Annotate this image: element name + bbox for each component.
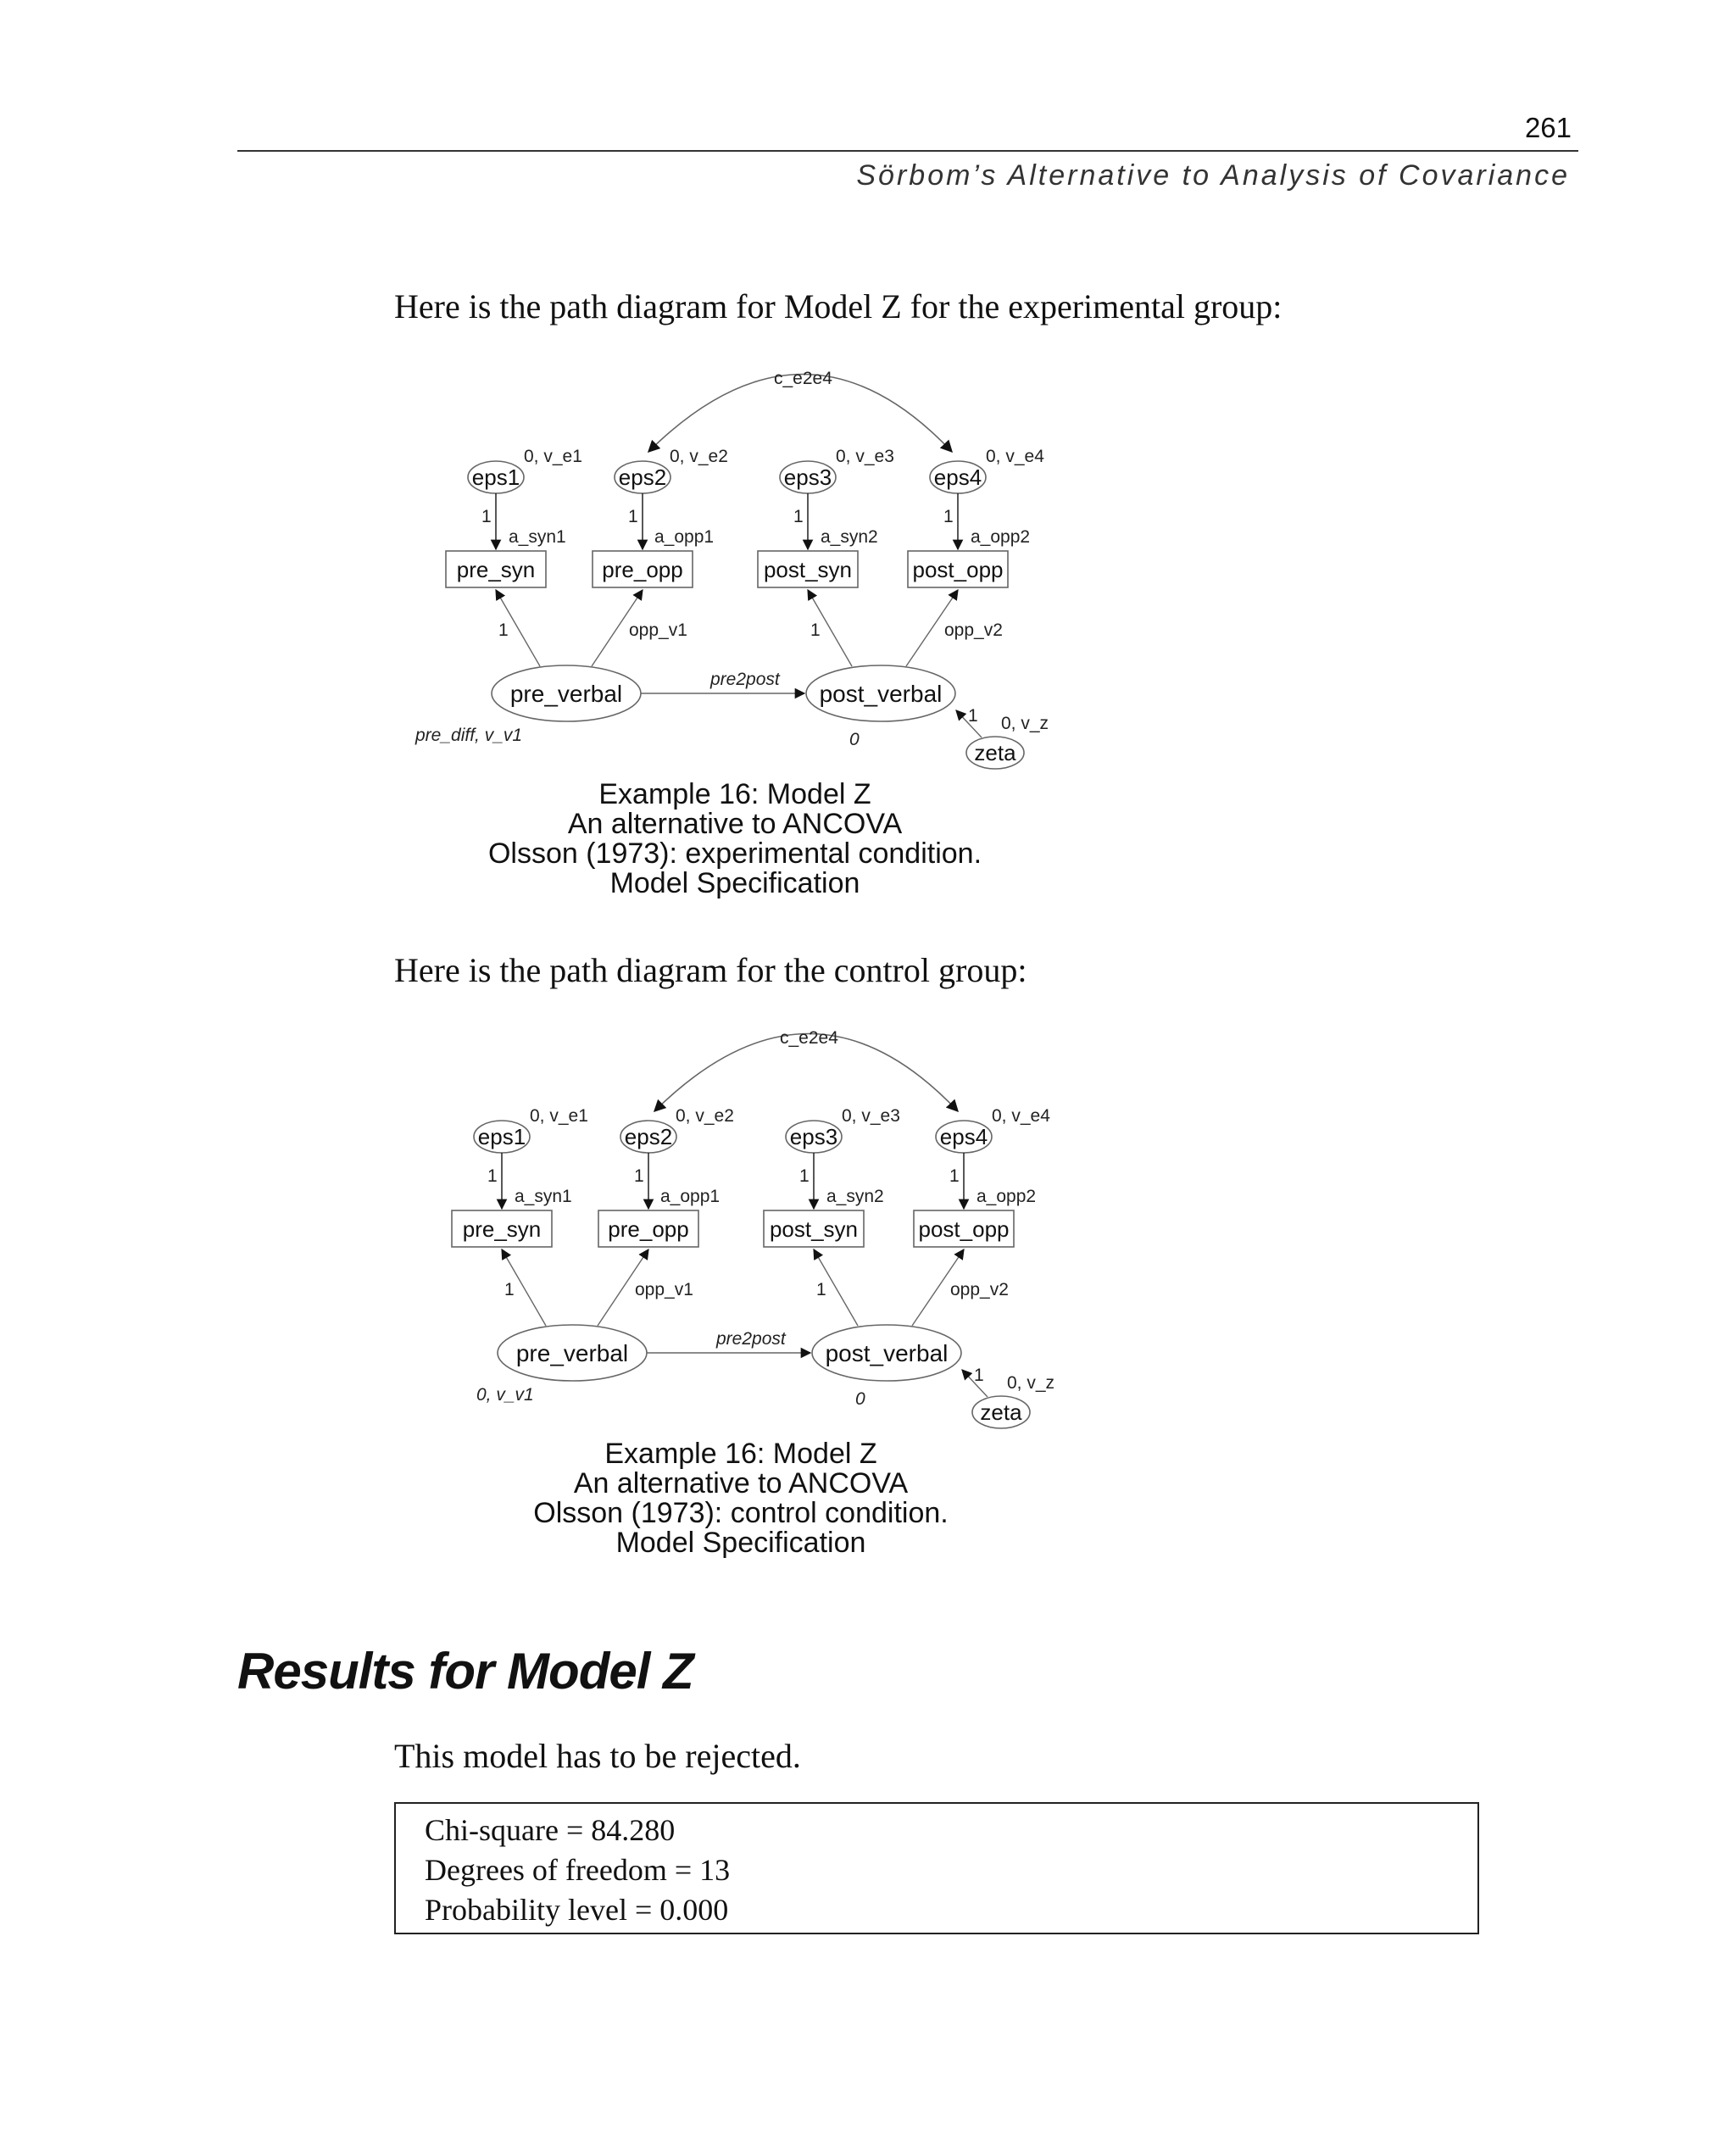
error-name: eps3 bbox=[783, 465, 832, 490]
caption-line: An alternative to ANCOVA bbox=[573, 1467, 909, 1499]
pre-verbal-label: 0, v_v1 bbox=[476, 1385, 534, 1405]
section-heading: Results for Model Z bbox=[237, 1643, 693, 1700]
observed-name: pre_syn bbox=[456, 557, 536, 582]
error-label: 0, v_e2 bbox=[670, 447, 728, 466]
observed-name: post_syn bbox=[769, 1216, 859, 1242]
error-weight: 1 bbox=[628, 507, 638, 526]
error-param: a_opp2 bbox=[976, 1187, 1037, 1206]
path-diagram-control bbox=[396, 1015, 1159, 1575]
results-box bbox=[394, 1802, 1479, 1934]
latent-name: post_verbal bbox=[819, 681, 943, 707]
path-diagram-svg bbox=[390, 356, 1153, 915]
caption-line: Olsson (1973): experimental condition. bbox=[487, 837, 982, 870]
error-name: eps3 bbox=[789, 1124, 838, 1149]
error-param: a_syn2 bbox=[821, 527, 878, 547]
caption-line: An alternative to ANCOVA bbox=[567, 808, 903, 840]
error-param: a_syn2 bbox=[826, 1187, 884, 1206]
zeta-weight: 1 bbox=[968, 706, 978, 726]
error-name: eps1 bbox=[471, 465, 520, 490]
observed-name: post_opp bbox=[912, 557, 1004, 582]
path-label: pre2post bbox=[710, 670, 780, 689]
loading-label: opp_v1 bbox=[629, 620, 687, 640]
error-label: 0, v_e3 bbox=[836, 447, 894, 466]
page-number: 261 bbox=[1524, 112, 1572, 143]
error-param: a_opp2 bbox=[971, 527, 1031, 547]
observed-name: pre_syn bbox=[462, 1216, 542, 1242]
loading-label: opp_v2 bbox=[944, 620, 1003, 640]
error-name: eps4 bbox=[933, 465, 982, 490]
error-param: a_syn1 bbox=[509, 527, 566, 547]
observed-name: post_syn bbox=[763, 557, 853, 582]
intro-experimental: Here is the path diagram for Model Z for the experimental group: bbox=[394, 287, 1283, 325]
path-diagram-experimental bbox=[390, 356, 1153, 915]
loading-label: 1 bbox=[498, 620, 509, 640]
path-label: pre2post bbox=[716, 1329, 786, 1349]
error-label: 0, v_e4 bbox=[986, 447, 1044, 466]
covariance-label: c_e2e4 bbox=[780, 1028, 838, 1048]
header-rule bbox=[237, 150, 1578, 152]
caption-line: Model Specification bbox=[615, 1527, 866, 1559]
caption-line: Example 16: Model Z bbox=[598, 778, 871, 810]
result-line: Chi-square = 84.280 bbox=[425, 1813, 676, 1847]
result-line: Degrees of freedom = 13 bbox=[425, 1853, 731, 1887]
post-verbal-label: 0 bbox=[849, 730, 860, 749]
loading-label: opp_v2 bbox=[950, 1280, 1009, 1299]
error-weight: 1 bbox=[949, 1166, 960, 1186]
error-name: eps2 bbox=[618, 465, 667, 490]
error-param: a_opp1 bbox=[654, 527, 715, 547]
zeta-label: 0, v_z bbox=[1001, 714, 1049, 733]
error-label: 0, v_e1 bbox=[530, 1106, 588, 1126]
error-weight: 1 bbox=[943, 507, 954, 526]
error-weight: 1 bbox=[799, 1166, 810, 1186]
caption-line: Example 16: Model Z bbox=[604, 1438, 877, 1470]
pre-verbal-label: pre_diff, v_v1 bbox=[415, 726, 523, 745]
intro-control: Here is the path diagram for the control group: bbox=[394, 951, 1027, 989]
caption-line: Model Specification bbox=[609, 867, 860, 899]
zeta-name: zeta bbox=[974, 740, 1016, 765]
latent-name: pre_verbal bbox=[509, 681, 623, 707]
post-verbal-label: 0 bbox=[855, 1389, 865, 1409]
error-weight: 1 bbox=[634, 1166, 644, 1186]
error-weight: 1 bbox=[793, 507, 804, 526]
zeta-name: zeta bbox=[980, 1399, 1022, 1425]
observed-name: pre_opp bbox=[602, 557, 683, 582]
error-label: 0, v_e1 bbox=[524, 447, 582, 466]
caption-line: Olsson (1973): control condition. bbox=[533, 1497, 949, 1529]
error-name: eps1 bbox=[477, 1124, 526, 1149]
results-intro: This model has to be rejected. bbox=[394, 1737, 801, 1775]
loading-label: 1 bbox=[810, 620, 821, 640]
latent-name: post_verbal bbox=[825, 1340, 949, 1366]
loading-label: 1 bbox=[816, 1280, 826, 1299]
loading-label: 1 bbox=[504, 1280, 515, 1299]
loading-label: opp_v1 bbox=[635, 1280, 693, 1299]
error-param: a_opp1 bbox=[660, 1187, 721, 1206]
error-name: eps2 bbox=[624, 1124, 673, 1149]
observed-name: post_opp bbox=[918, 1216, 1010, 1242]
error-weight: 1 bbox=[487, 1166, 498, 1186]
observed-name: pre_opp bbox=[608, 1216, 689, 1242]
error-name: eps4 bbox=[939, 1124, 988, 1149]
latent-name: pre_verbal bbox=[515, 1340, 629, 1366]
zeta-weight: 1 bbox=[974, 1366, 984, 1385]
path-diagram-svg bbox=[396, 1015, 1159, 1575]
error-label: 0, v_e2 bbox=[676, 1106, 734, 1126]
covariance-label: c_e2e4 bbox=[774, 369, 832, 388]
result-line: Probability level = 0.000 bbox=[425, 1893, 729, 1927]
zeta-label: 0, v_z bbox=[1007, 1373, 1055, 1393]
error-param: a_syn1 bbox=[515, 1187, 572, 1206]
error-weight: 1 bbox=[481, 507, 492, 526]
running-head: Sörbom’s Alternative to Analysis of Covariance bbox=[856, 159, 1570, 192]
error-label: 0, v_e3 bbox=[842, 1106, 900, 1126]
error-label: 0, v_e4 bbox=[992, 1106, 1050, 1126]
